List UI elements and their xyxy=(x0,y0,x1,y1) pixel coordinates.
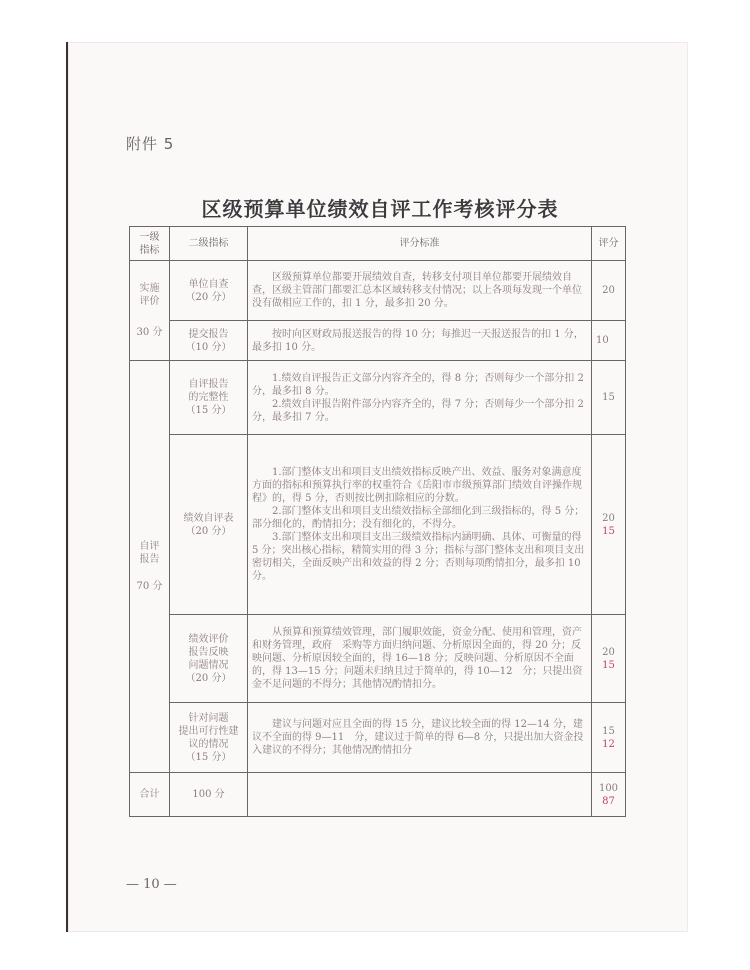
header-criteria: 评分标准 xyxy=(248,227,592,261)
table-row xyxy=(130,261,626,321)
handwritten-score: 87 xyxy=(602,795,615,807)
score-value: 15 12 xyxy=(592,703,626,773)
attachment-label: 附件 5 xyxy=(126,135,175,153)
table-row xyxy=(130,435,626,615)
table-row xyxy=(130,361,626,435)
score-value: 20 xyxy=(592,261,626,321)
header-level2: 二级指标 xyxy=(170,227,248,261)
criteria-text: 从预算和预算绩效管理，部门履职效能，资金分配、使用和管理，资产和财务管理，政府 采购等方面归纳问题、分析原因全面的，得 20 分；反映问题、分析原因较全面的，得 16—18 分；反映问题、分析原因不全面的，得 13—15 分；问题未归纳且过于简单的，得 10—12 分；只提出资金不足问题的不得分；其他情况酌情扣分。 xyxy=(248,615,592,703)
sub-indicator: 自评报告 的完整性 （15 分） xyxy=(170,361,248,435)
sub-indicator: 绩效自评表 （20 分） xyxy=(170,435,248,615)
sub-indicator: 单位自查 （20 分） xyxy=(170,261,248,321)
sub-indicator: 针对问题 提出可行性建 议的情况 （15 分） xyxy=(170,703,248,773)
handwritten-score: 15 xyxy=(602,525,615,537)
score-value: 15 xyxy=(592,361,626,435)
header-row xyxy=(130,227,626,261)
page-number: — 10 — xyxy=(126,877,177,892)
score-value: 20 15 xyxy=(592,615,626,703)
total-label: 合计 xyxy=(130,773,170,817)
total-criteria xyxy=(248,773,592,817)
sub-indicator: 提交报告 （10 分） xyxy=(170,321,248,361)
criteria-text: 1.绩效自评报告正文部分内容齐全的，得 8 分；否则每少一个部分扣 2 分，最多扣 8 分。 2.绩效自评报告附件部分内容齐全的，得 7 分；否则每少一个部分扣 2 分，最多扣 7 分。 xyxy=(248,361,592,435)
total-points: 100 分 xyxy=(170,773,248,817)
header-score: 评分 xyxy=(592,227,626,261)
score-value: 10 xyxy=(592,321,626,361)
document-title: 区级预算单位绩效自评工作考核评分表 xyxy=(201,197,559,221)
header-level1: 一级 指标 xyxy=(130,227,170,261)
score-table xyxy=(129,226,626,817)
score-value: 100 87 xyxy=(592,773,626,817)
criteria-text: 区级预算单位都要开展绩效自查，转移支付项目单位都要开展绩效自查，区级主管部门都要汇总本区域转移支付情况；以上各项每发现一个单位没有做相应工作的，扣 1 分，最多扣 20 分。 xyxy=(248,261,592,321)
handwritten-score: 12 xyxy=(602,738,615,750)
table-row xyxy=(130,615,626,703)
score-value: 20 15 xyxy=(592,435,626,615)
group-implementation: 实施 评价 30 分 xyxy=(130,261,170,361)
sub-indicator: 绩效评价 报告反映 问题情况 （20 分） xyxy=(170,615,248,703)
handwritten-score: 15 xyxy=(602,659,615,671)
table-row xyxy=(130,703,626,773)
criteria-text: 1.部门整体支出和项目支出绩效指标反映产出、效益、服务对象满意度方面的指标和预算执行率的权重符合《岳阳市市级预算部门绩效自评操作规程》的，得 5 分，否则按比例扣除相应的分数。 2.部门整体支出和项目支出绩效指标全部细化到三级指标的，得 5 分；部分细化的，酌情扣分；没有细化的，不得分。 3.部门整体支出和项目支出三级绩效指标内涵明确、具体、可衡量的得 5 分；突出核心指标，精简实用的得 3 分；指标与部门整体支出和项目支出密切相关，全面反映产出和效益的得 2 分；否则每项酌情扣分，最多扣 10 分。 xyxy=(248,435,592,615)
criteria-text: 按时向区财政局报送报告的得 10 分；每推迟一天报送报告的扣 1 分，最多扣 10 分。 xyxy=(248,321,592,361)
table-row xyxy=(130,321,626,361)
group-self-report: 自评 报告 70 分 xyxy=(130,361,170,773)
total-row xyxy=(130,773,626,817)
criteria-text: 建议与问题对应且全面的得 15 分，建议比较全面的得 12—14 分，建议不全面的得 9—11 分，建议过于简单的得 6—8 分，只提出加大资金投入建议的不得分；其他情况酌情扣分 xyxy=(248,703,592,773)
